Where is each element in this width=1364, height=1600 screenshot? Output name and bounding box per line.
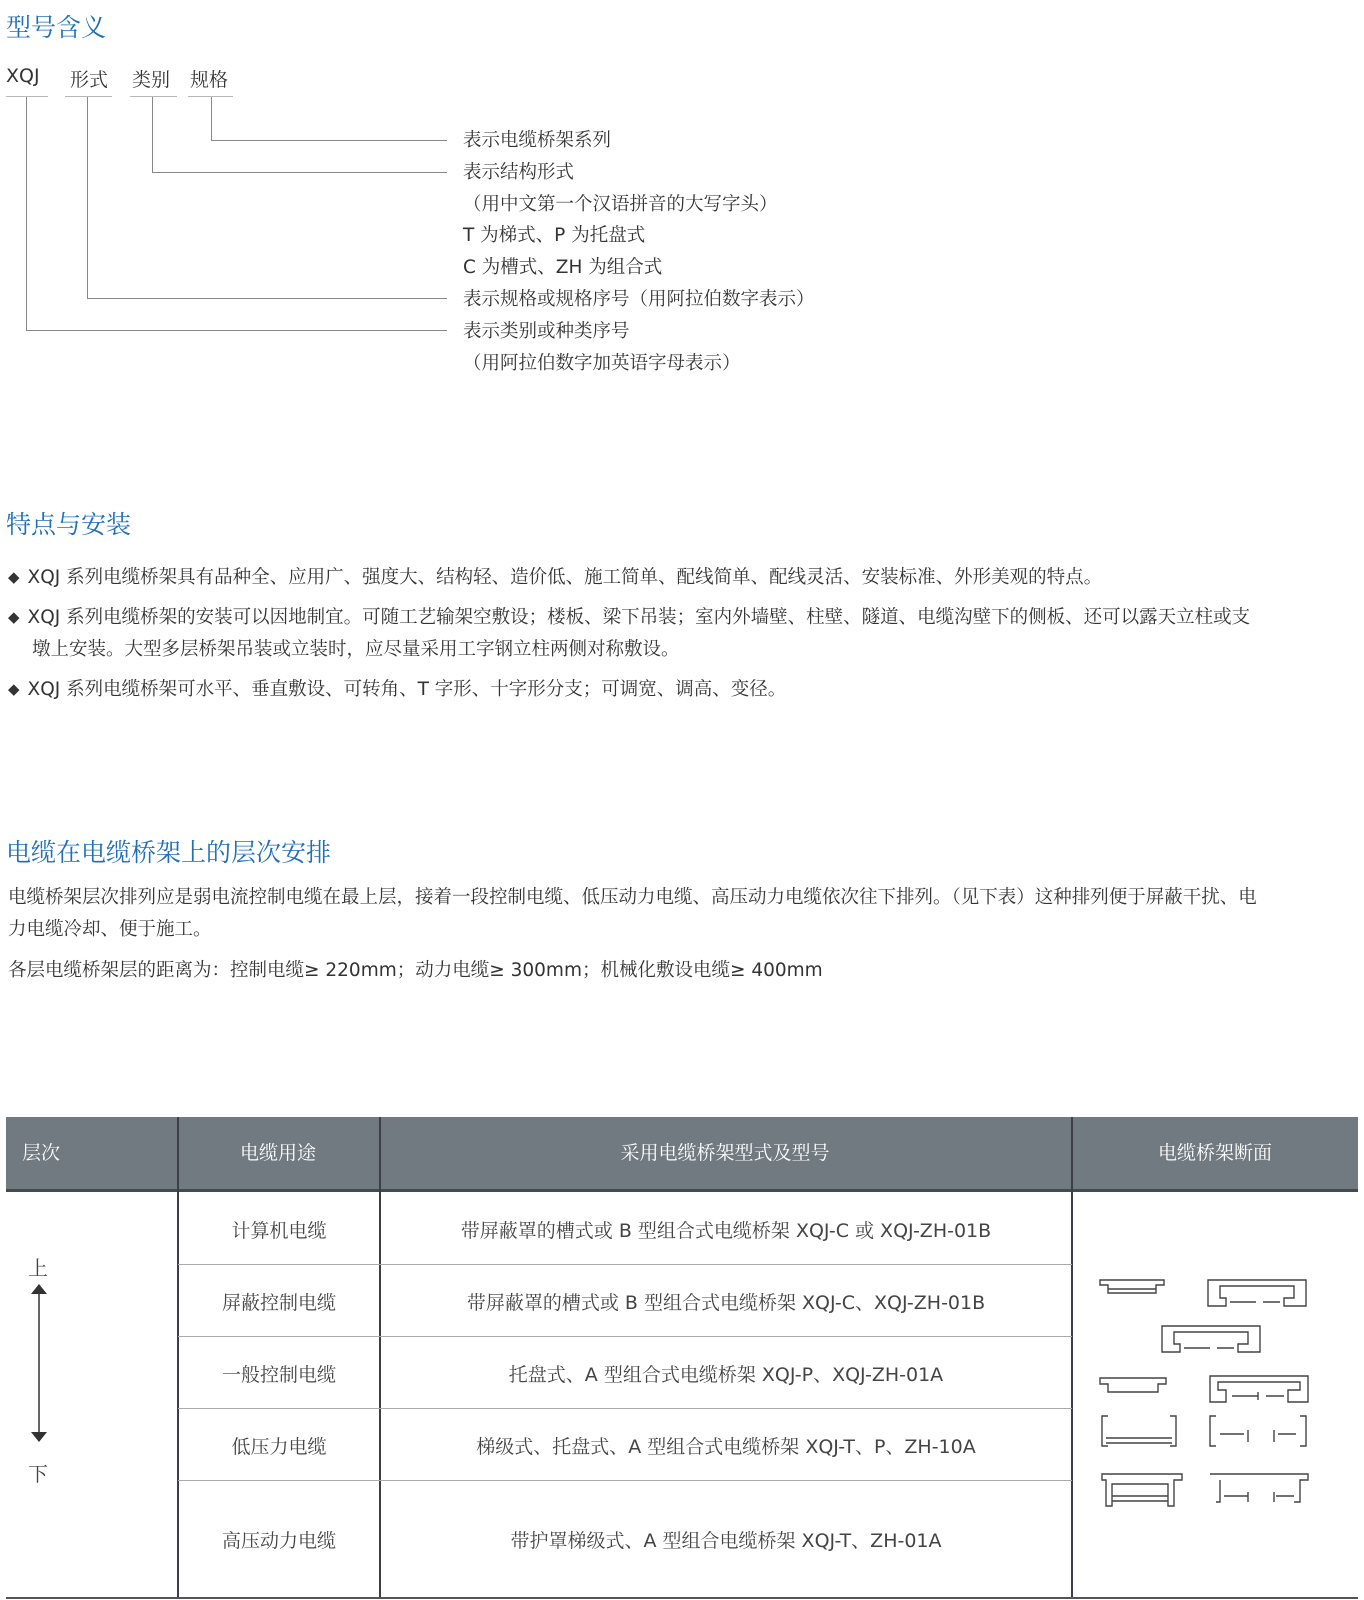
section-title-layering: 电缆在电缆桥架上的层次安排: [6, 838, 332, 867]
table-header-rule: [6, 1189, 1358, 1192]
bullet-diamond-icon: ◆: [8, 568, 20, 586]
level-up-label: 上: [28, 1256, 48, 1280]
desc-spec: 表示规格或规格序号（用阿拉伯数字表示）: [463, 289, 815, 310]
table-row-model: 带护罩梯级式、A 型组合电缆桥架 XQJ-T、ZH-01A: [510, 1530, 942, 1552]
feature-text: XQJ 系列电缆桥架可水平、垂直敷设、可转角、T 字形、十字形分支；可调宽、调高、变径。: [27, 679, 787, 700]
connector-line: [87, 298, 447, 299]
th-use: 电缆用途: [239, 1142, 316, 1164]
section-title-model-meaning: 型号含义: [6, 13, 107, 42]
row-divider: [178, 1480, 1072, 1481]
feature-text: XQJ 系列电缆桥架具有品种全、应用广、强度大、结构轻、造价低、施工简单、配线简单、配线灵活、安装标准、外形美观的特点。: [27, 567, 1103, 588]
th-model: 采用电缆桥架型式及型号: [620, 1142, 830, 1164]
combined-b-with-cover-section: [1208, 1280, 1306, 1306]
table-row-model: 梯级式、托盘式、A 型组合式电缆桥架 XQJ-T、P、ZH-10A: [476, 1436, 976, 1458]
layering-distance: 各层电缆桥架层的距离为：控制电缆≥ 220mm；动力电缆≥ 300mm；机械化敷设电缆≥ 400mm: [8, 960, 823, 981]
combined-a-section: [1210, 1376, 1308, 1402]
connector-line: [211, 140, 447, 141]
ladder-section: [1102, 1416, 1176, 1446]
ladder-with-cover-section: [1102, 1474, 1182, 1506]
table-row-use: 低压力电缆: [231, 1436, 327, 1458]
section-title-features: 特点与安装: [6, 510, 132, 539]
layering-paragraph-line: 力电缆冷却、便于施工。: [8, 919, 212, 940]
column-divider: [1071, 1117, 1073, 1598]
code-form: 形式: [70, 69, 109, 91]
code-underline: [65, 96, 112, 97]
table-row-model: 带屏蔽罩的槽式或 B 型组合式电缆桥架 XQJ-C、XQJ-ZH-01B: [466, 1292, 986, 1314]
layering-paragraph-line: 电缆桥架层次排列应是弱电流控制电缆在最上层，接着一段控制电缆、低压动力电缆、高压动力电缆依次往下排列。（见下表）这种排列便于屏蔽干扰、电: [8, 887, 1257, 908]
code-spec: 规格: [190, 69, 229, 91]
table-bottom-rule: [6, 1597, 1358, 1599]
desc-category-note: （用阿拉伯数字加英语字母表示）: [463, 353, 741, 374]
combined-a-open-section: [1210, 1416, 1306, 1446]
th-level: 层次: [22, 1142, 61, 1164]
feature-bullet: [8, 603, 1251, 660]
feature-text: XQJ 系列电缆桥架的安装可以因地制宜。可随工艺输架空敷设；楼板、梁下吊装；室内外墙壁、柱壁、隧道、电缆沟壁下的侧板、还可以露天立柱或支: [27, 607, 1251, 628]
tray-section: [1100, 1378, 1166, 1392]
bullet-diamond-icon: ◆: [8, 608, 20, 626]
th-section: 电缆桥架断面: [1157, 1142, 1272, 1164]
table-row-use: 一般控制电缆: [221, 1364, 336, 1386]
code-xqj: XQJ: [6, 65, 40, 87]
combined-a-ladder-section: [1210, 1474, 1308, 1502]
code-category: 类别: [132, 69, 171, 91]
desc-structure-note: （用中文第一个汉语拼音的大写字头）: [463, 194, 778, 215]
connector-line: [26, 330, 447, 331]
table-row-use: 高压动力电缆: [221, 1530, 336, 1552]
connector-line: [211, 97, 212, 140]
up-down-arrow-icon: [28, 1283, 50, 1443]
table-row-use: 计算机电缆: [231, 1220, 327, 1242]
table-row-use: 屏蔽控制电缆: [221, 1292, 336, 1314]
row-divider: [178, 1408, 1072, 1409]
level-down-label: 下: [28, 1462, 48, 1486]
feature-bullet: [8, 563, 1102, 589]
connector-line: [152, 172, 447, 173]
row-divider: [178, 1264, 1072, 1265]
feature-text-continued: 墩上安装。大型多层桥架吊装或立装时，应尽量采用工字钢立柱两侧对称敷设。: [32, 639, 680, 660]
combined-b-section: [1162, 1326, 1260, 1352]
connector-line: [152, 97, 153, 172]
table-row-model: 托盘式、A 型组合式电缆桥架 XQJ-P、XQJ-ZH-01A: [508, 1364, 944, 1386]
desc-c-zh: C 为槽式、ZH 为组合式: [463, 257, 663, 278]
table-header: [6, 1117, 1358, 1189]
row-divider: [178, 1336, 1072, 1337]
desc-structure: 表示结构形式: [463, 162, 575, 183]
connector-line: [87, 97, 88, 298]
feature-bullet: [8, 675, 786, 701]
desc-category: 表示类别或种类序号: [463, 321, 630, 342]
connector-line: [26, 97, 27, 330]
desc-series: 表示电缆桥架系列: [463, 130, 612, 151]
bullet-diamond-icon: ◆: [8, 680, 20, 698]
code-underline: [6, 96, 48, 97]
desc-t-p: T 为梯式、P 为托盘式: [463, 225, 646, 246]
trough-with-cover-section: [1100, 1280, 1164, 1293]
table-row-model: 带屏蔽罩的槽式或 B 型组合式电缆桥架 XQJ-C 或 XQJ-ZH-01B: [460, 1220, 992, 1242]
code-underline: [130, 96, 177, 97]
tray-cross-section-diagrams: [1098, 1270, 1338, 1530]
